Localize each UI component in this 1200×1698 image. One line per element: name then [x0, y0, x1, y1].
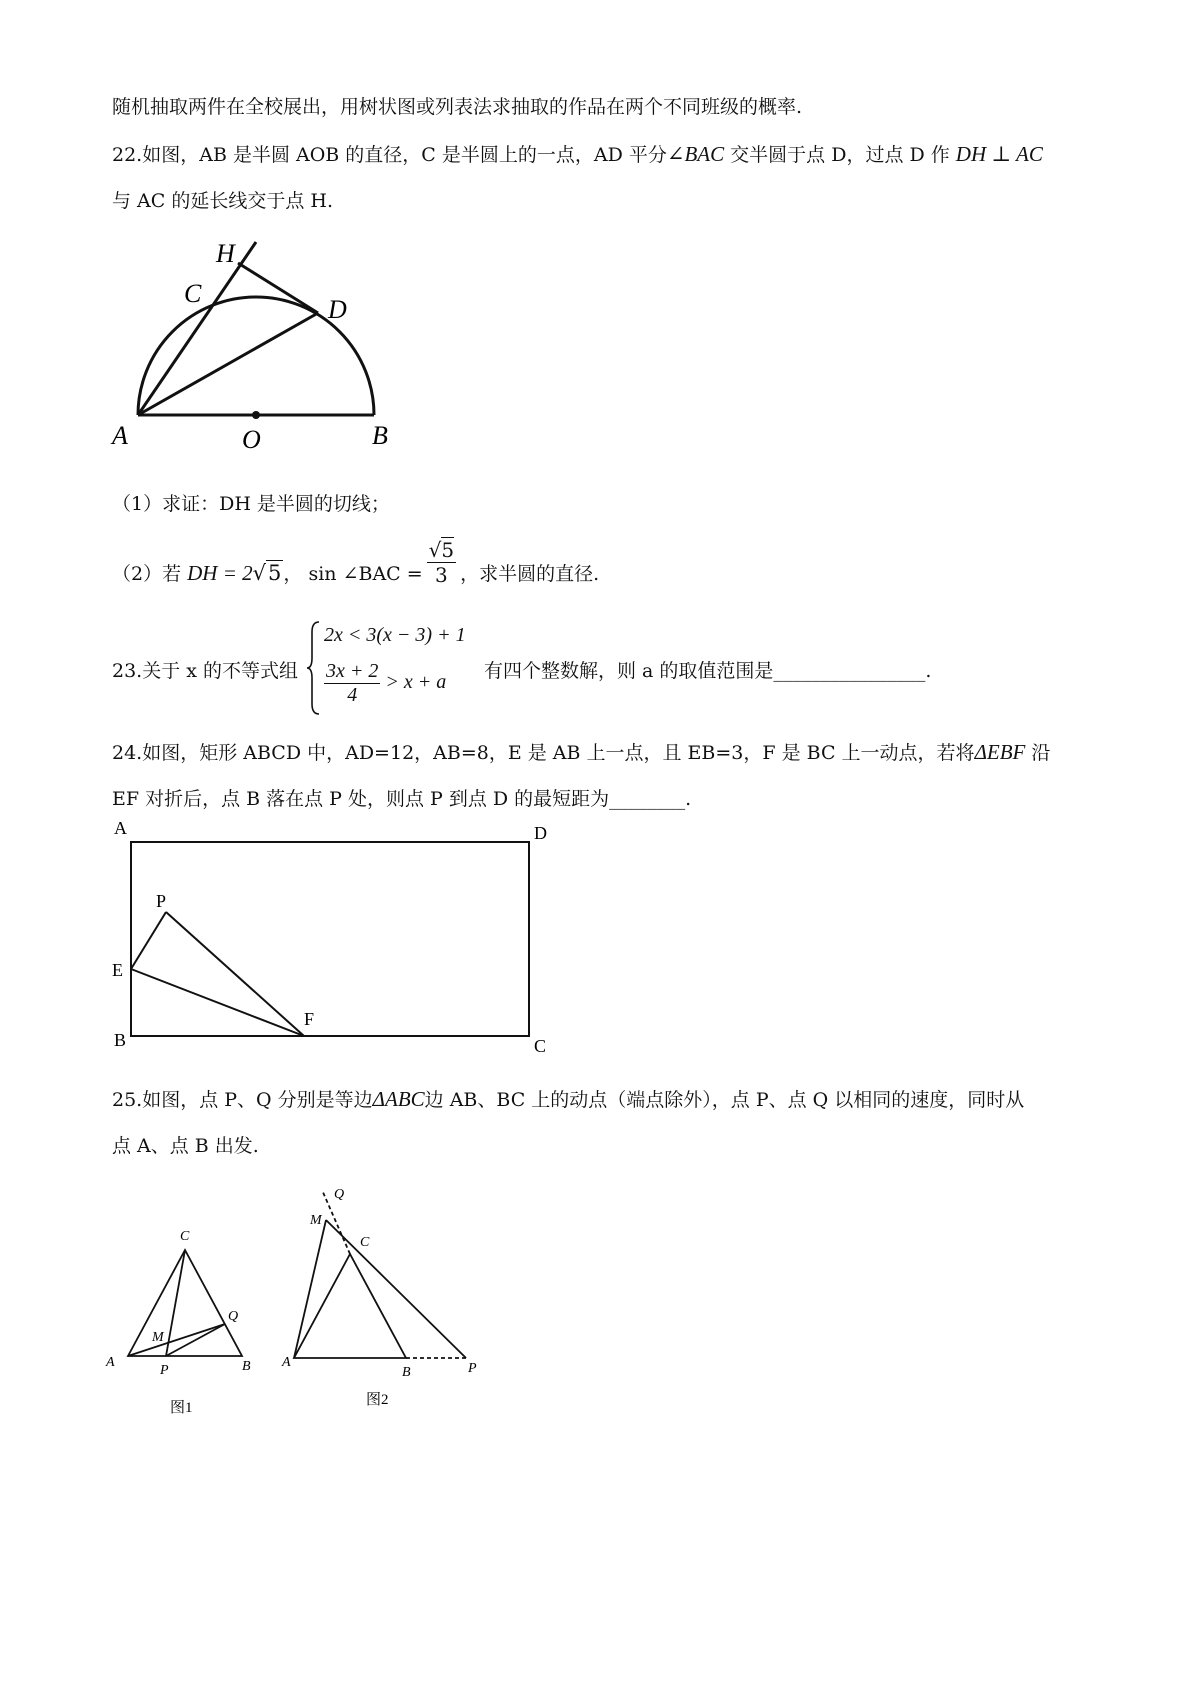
q24-label-d: D — [534, 823, 547, 843]
q22-part2-sqrt5: 5 — [268, 560, 282, 585]
q25-fig2-caption: 图2 — [366, 1392, 389, 1408]
q22-label-b: B — [372, 421, 388, 450]
q22-line-ad — [138, 313, 318, 415]
q25-fig1-caption: 图1 — [170, 1400, 193, 1416]
q24-label-p: P — [156, 891, 167, 911]
q22-line1 — [112, 140, 1043, 167]
q24-label-b: B — [114, 1030, 127, 1050]
q24-label-a: A — [114, 818, 127, 838]
q24-rectangle-abcd — [131, 842, 529, 1036]
q25-line1-prefix: 25.如图，点 P、Q 分别是等边 — [112, 1089, 373, 1111]
q25-fig1-label-a: A — [106, 1355, 115, 1370]
q25-fig2-label-c: C — [360, 1235, 370, 1250]
q24-line1-suffix: 沿 — [1025, 742, 1051, 764]
q25-fig2-label-b: B — [402, 1365, 411, 1380]
q25-fig1-label-c: C — [180, 1229, 190, 1244]
q23-prefix: 23.关于 x 的不等式组 — [112, 660, 299, 682]
q22-dh-perp-ac: DH ⊥ AC — [955, 142, 1043, 166]
q22-part2-suffix: ，求半圆的直径. — [460, 562, 600, 585]
q22-part1: （1）求证：DH 是半圆的切线； — [112, 493, 390, 515]
q22-part2-sqrt-sign: √ — [252, 560, 267, 585]
q22-part2-frac-den: 3 — [435, 563, 448, 587]
q24-line1 — [112, 738, 1050, 765]
q25-line2: 点 A、点 B 出发. — [112, 1135, 259, 1157]
q22-center-dot — [252, 411, 260, 419]
q22-label-c: C — [184, 279, 202, 308]
q23-brace — [306, 620, 322, 716]
q22-part2-dh: DH = 2 — [187, 560, 253, 585]
q22-part2-sep: ， sin ∠BAC = — [283, 562, 423, 585]
q24-label-f: F — [304, 1009, 315, 1029]
q25-fig1-label-q: Q — [228, 1309, 239, 1324]
q22-label-h: H — [216, 239, 235, 268]
q24-line1-prefix: 24.如图，矩形 ABCD 中，AD=12，AB=8，E 是 AB 上一点，且 EB=3，F 是 BC 上一动点，若将 — [112, 742, 975, 764]
q22-part2-frac-num: √5 — [428, 538, 455, 562]
q22-part2 — [112, 538, 599, 608]
q22-figure — [110, 230, 410, 460]
q23-ineq1: 2x < 3(x − 3) + 1 — [324, 624, 466, 646]
q25-line1-suffix: 边 AB、BC 上的动点（端点除外），点 P、点 Q 以相同的速度，同时从 — [424, 1089, 1025, 1111]
q25-fig2-label-p: P — [468, 1361, 477, 1376]
q25-fig1-triangle — [128, 1250, 242, 1356]
q25-triangle-abc: ΔABC — [372, 1087, 425, 1111]
q25-fig2-label-m: M — [310, 1213, 322, 1228]
q23-ineq2-num: 3x + 2 — [326, 660, 379, 682]
q22-part2-prefix: （2）若 — [112, 562, 188, 585]
q24-line-pf — [166, 912, 304, 1036]
q22-line2: 与 AC 的延长线交于点 H. — [112, 190, 333, 212]
q24-triangle-ebf: ΔEBF — [974, 740, 1026, 764]
q25-fig2-line-am — [294, 1220, 326, 1358]
q25-line1 — [112, 1085, 1024, 1112]
q22-label-a: A — [112, 421, 128, 450]
q23-ineq2-rest: > x + a — [385, 671, 447, 694]
q25-fig1-label-m: M — [152, 1330, 164, 1345]
top-text: 随机抽取两件在全校展出，用树状图或列表法求抽取的作品在两个不同班级的概率. — [112, 96, 803, 118]
q22-label-o: O — [242, 425, 261, 454]
q25-fig2-triangle — [294, 1254, 406, 1358]
q22-line-ah — [138, 242, 256, 415]
q25-figure-2 — [282, 1180, 530, 1420]
q25-fig2-line-mp — [326, 1220, 466, 1358]
q22-line-hd — [238, 263, 318, 313]
q24-line-ef — [131, 969, 304, 1036]
q22-part2-frac — [427, 538, 456, 587]
q24-figure — [110, 814, 610, 1066]
q25-fig2-label-q: Q — [334, 1187, 345, 1202]
q25-figure-1 — [100, 1222, 270, 1422]
q24-line-ep — [131, 912, 166, 969]
q23-ineq2-frac — [324, 660, 380, 707]
q25-fig1-label-p: P — [160, 1363, 169, 1378]
q23-suffix: 有四个整数解，则 a 的取值范围是________________. — [484, 660, 932, 682]
q23-ineq2-den: 4 — [347, 684, 358, 706]
q23-ineq2 — [324, 660, 446, 707]
q25-fig2-label-a: A — [282, 1355, 291, 1370]
q24-label-c: C — [534, 1036, 547, 1056]
q25-fig1-label-b: B — [242, 1359, 251, 1374]
q22-angle-bac: ∠BAC — [666, 142, 725, 166]
q22-line1-mid: 交半圆于点 D，过点 D 作 — [724, 144, 956, 166]
q24-line2: EF 对折后，点 B 落在点 P 处，则点 P 到点 D 的最短距为________. — [112, 788, 692, 810]
q24-label-e: E — [112, 960, 123, 980]
q22-label-d: D — [328, 295, 347, 324]
q22-line1-text: 22.如图，AB 是半圆 AOB 的直径，C 是半圆上的一点，AD 平分 — [112, 144, 667, 166]
